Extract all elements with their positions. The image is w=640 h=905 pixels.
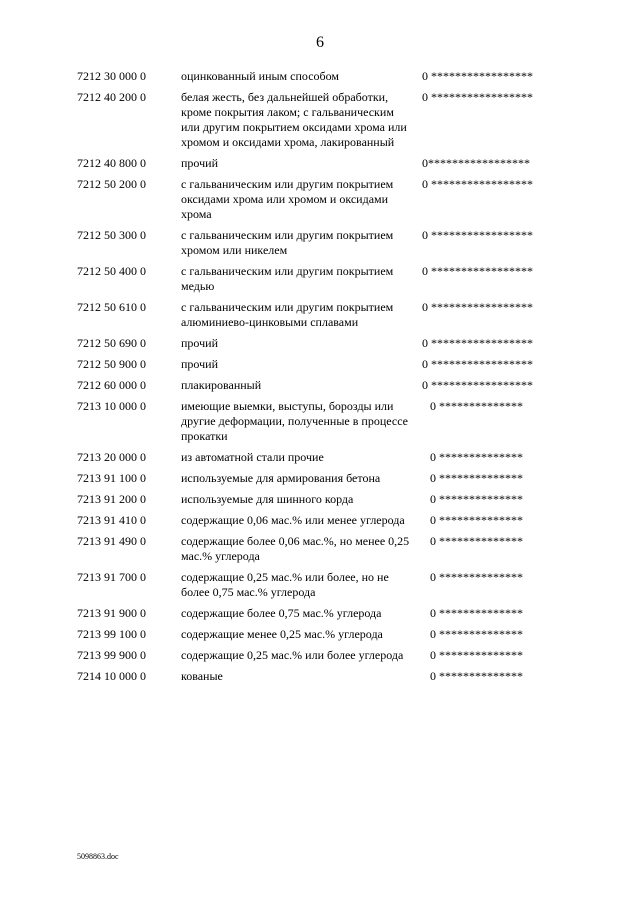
tariff-description: содержащие 0,06 мас.% или менее углерода — [181, 513, 405, 527]
tariff-code: 7212 50 690 0 — [77, 336, 146, 350]
tariff-description: имеющие выемки, выступы, борозды или другие деформации, полученные в процессе прокатки — [181, 399, 408, 443]
table-row — [77, 570, 557, 600]
tariff-rate: 0 ***************** — [422, 378, 533, 392]
tariff-rate: 0 ***************** — [422, 300, 533, 314]
tariff-description: содержащие 0,25 мас.% или более углерода — [181, 648, 404, 662]
tariff-code: 7213 91 700 0 — [77, 570, 146, 584]
tariff-description: прочий — [181, 156, 218, 170]
tariff-description: содержащие менее 0,25 мас.% углерода — [181, 627, 383, 641]
tariff-rate: 0 ************** — [430, 669, 523, 683]
table-row — [77, 264, 557, 294]
table-row — [77, 336, 557, 351]
tariff-code: 7212 40 200 0 — [77, 90, 146, 104]
tariff-description: содержащие более 0,75 мас.% углерода — [181, 606, 382, 620]
tariff-code: 7212 50 400 0 — [77, 264, 146, 278]
tariff-description: с гальваническим или другим покрытием медью — [181, 264, 394, 293]
tariff-rate: 0 ***************** — [422, 69, 533, 83]
tariff-rate: 0 ************** — [430, 450, 523, 464]
tariff-rate: 0 ***************** — [422, 177, 533, 191]
table-row — [77, 228, 557, 258]
tariff-code: 7213 99 900 0 — [77, 648, 146, 662]
tariff-rate: 0 ************** — [430, 513, 523, 527]
tariff-description: с гальваническим или другим покрытием хромом или никелем — [181, 228, 394, 257]
tariff-description: прочий — [181, 336, 218, 350]
tariff-rate: 0 ***************** — [422, 90, 533, 104]
tariff-code: 7212 50 900 0 — [77, 357, 146, 371]
tariff-rate: 0 ************** — [430, 492, 523, 506]
tariff-code: 7213 91 200 0 — [77, 492, 146, 506]
table-row — [77, 177, 557, 222]
tariff-description: кованые — [181, 669, 223, 683]
table-row — [77, 627, 557, 642]
tariff-description: содержащие более 0,06 мас.%, но менее 0,25 мас.% углерода — [181, 534, 410, 563]
tariff-table — [77, 69, 557, 690]
tariff-code: 7213 20 000 0 — [77, 450, 146, 464]
tariff-description: используемые для шинного корда — [181, 492, 354, 506]
table-row — [77, 471, 557, 486]
tariff-code: 7213 99 100 0 — [77, 627, 146, 641]
tariff-code: 7212 30 000 0 — [77, 69, 146, 83]
tariff-rate: 0 ************** — [430, 648, 523, 662]
tariff-code: 7212 50 300 0 — [77, 228, 146, 242]
table-row — [77, 90, 557, 150]
tariff-code: 7212 40 800 0 — [77, 156, 146, 170]
tariff-rate: 0 ***************** — [422, 336, 533, 350]
table-row — [77, 156, 557, 171]
tariff-description: с гальваническим или другим покрытием оксидами хрома или хромом и оксидами хрома — [181, 177, 394, 221]
table-row — [77, 513, 557, 528]
tariff-description: с гальваническим или другим покрытием алюминиево-цинковыми сплавами — [181, 300, 394, 329]
tariff-rate: 0 ************** — [430, 606, 523, 620]
tariff-rate: 0 ***************** — [422, 264, 533, 278]
table-row — [77, 492, 557, 507]
table-row — [77, 450, 557, 465]
tariff-rate: 0 ************** — [430, 627, 523, 641]
tariff-description: прочий — [181, 357, 218, 371]
tariff-rate: 0 ***************** — [422, 228, 533, 242]
tariff-code: 7212 50 610 0 — [77, 300, 146, 314]
tariff-rate: 0 ************** — [430, 399, 523, 413]
tariff-description: используемые для армирования бетона — [181, 471, 381, 485]
tariff-code: 7212 60 000 0 — [77, 378, 146, 392]
tariff-description: плакированный — [181, 378, 262, 392]
tariff-description: из автоматной стали прочие — [181, 450, 324, 464]
table-row — [77, 300, 557, 330]
table-row — [77, 606, 557, 621]
tariff-description: белая жесть, без дальнейшей обработки, кроме покрытия лаком; с гальваническим или другим покрытием оксидами хрома или хромом и оксидами хрома, лакированный — [181, 90, 407, 149]
tariff-description: оцинкованный иным способом — [181, 69, 339, 83]
tariff-code: 7213 91 490 0 — [77, 534, 146, 548]
tariff-code: 7213 91 100 0 — [77, 471, 146, 485]
table-row — [77, 669, 557, 684]
document-filename: 5098863.doc — [77, 852, 119, 861]
tariff-description: содержащие 0,25 мас.% или более, но не более 0,75 мас.% углерода — [181, 570, 389, 599]
tariff-code: 7213 10 000 0 — [77, 399, 146, 413]
tariff-rate: 0 ************** — [430, 534, 523, 548]
tariff-code: 7213 91 410 0 — [77, 513, 146, 527]
page-number: 6 — [316, 34, 324, 51]
table-row — [77, 399, 557, 444]
tariff-code: 7213 91 900 0 — [77, 606, 146, 620]
tariff-rate: 0 ***************** — [422, 357, 533, 371]
table-row — [77, 378, 557, 393]
table-row — [77, 69, 557, 84]
table-row — [77, 648, 557, 663]
table-row — [77, 357, 557, 372]
tariff-code: 7212 50 200 0 — [77, 177, 146, 191]
tariff-code: 7214 10 000 0 — [77, 669, 146, 683]
tariff-rate: 0 ************** — [430, 570, 523, 584]
table-row — [77, 534, 557, 564]
tariff-rate: 0 ************** — [430, 471, 523, 485]
tariff-rate: 0***************** — [422, 156, 530, 170]
